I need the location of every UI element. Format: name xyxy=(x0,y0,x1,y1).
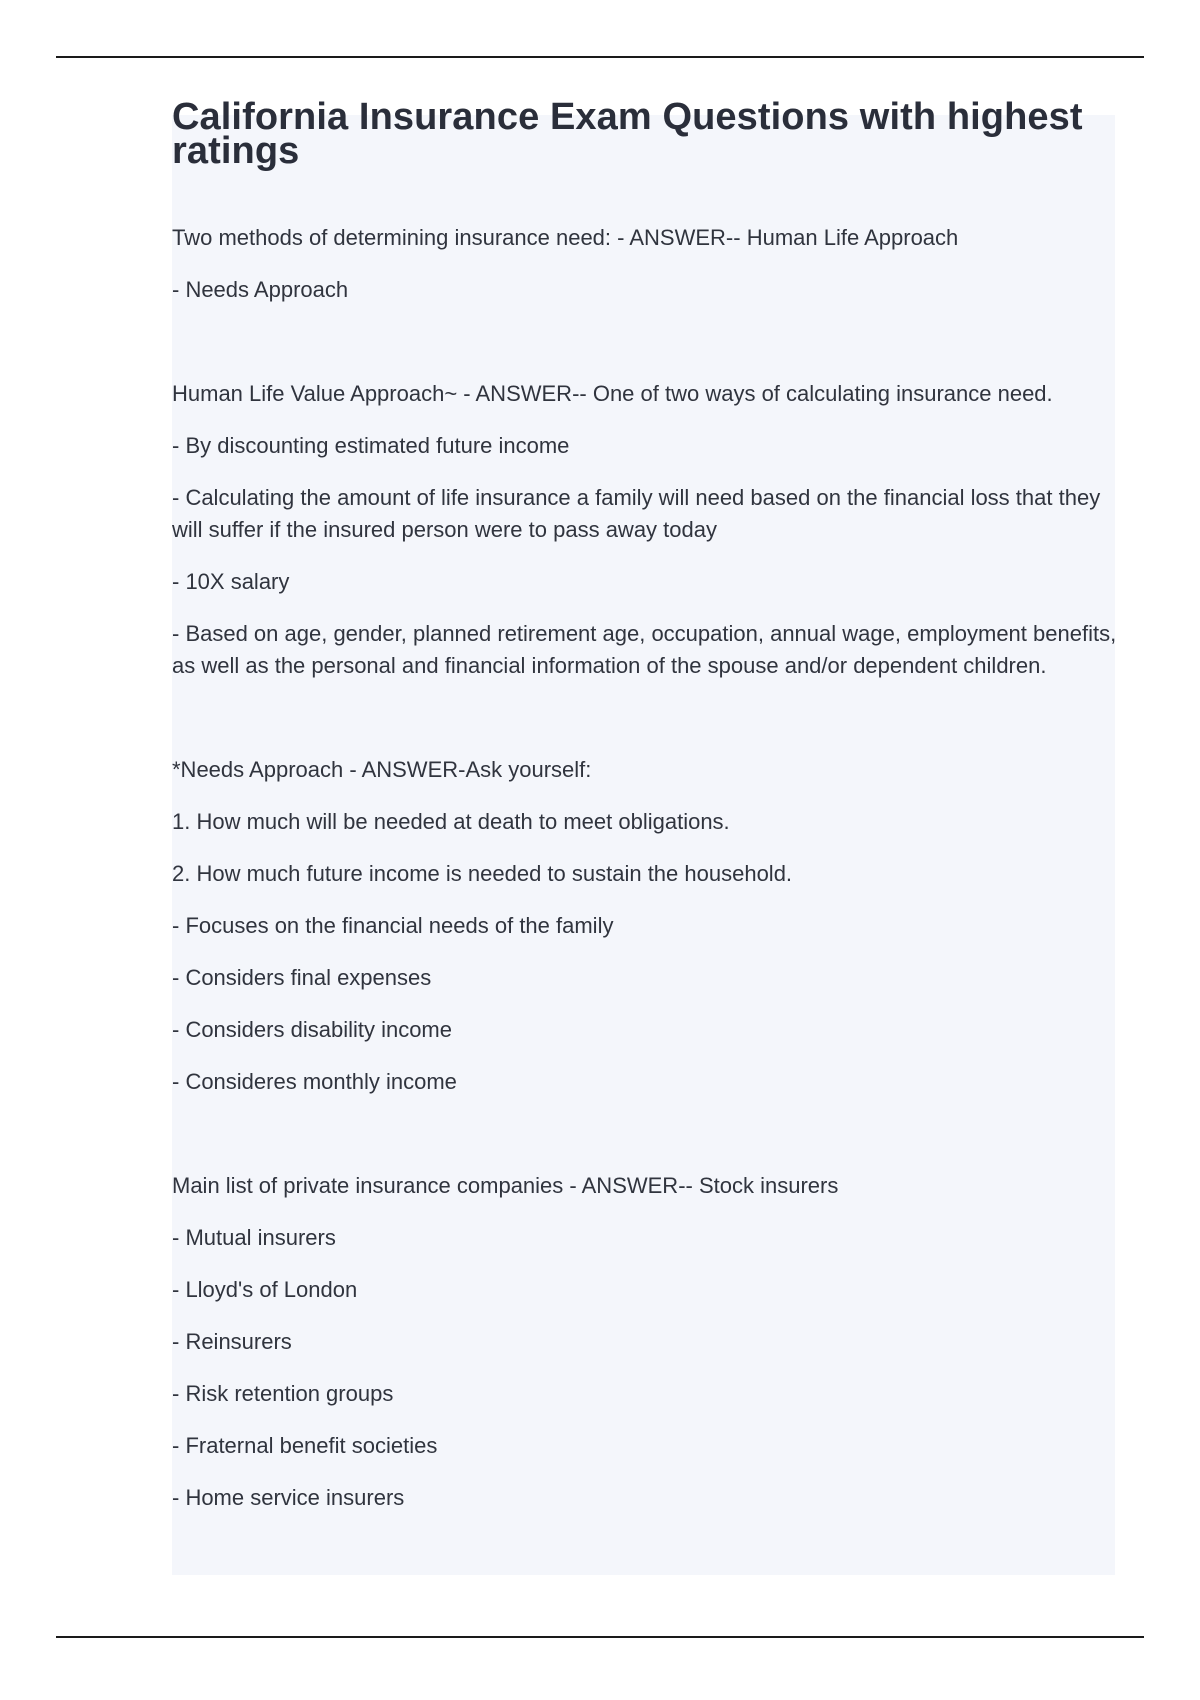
entry-line: Main list of private insurance companies - ANSWER-- Stock insurers xyxy=(172,1173,839,1198)
entry-line: - Lloyd's of London xyxy=(172,1277,358,1302)
entry-line: - Needs Approach xyxy=(172,277,349,302)
entry-line: 2. How much future income is needed to sustain the household. xyxy=(172,861,793,886)
document-body xyxy=(172,96,1117,1514)
entry-line: - 10X salary xyxy=(172,569,290,594)
bottom-rule xyxy=(56,1636,1144,1638)
entry-line: - Fraternal benefit societies xyxy=(172,1433,438,1458)
entry-line: - Based on age, gender, planned retirement age, occupation, annual wage, employment benefits, as well as the personal and financial information of the spouse and/or dependent children. xyxy=(172,621,1117,678)
entry-line: - Home service insurers xyxy=(172,1485,405,1510)
entry-line: - Considers disability income xyxy=(172,1017,452,1042)
entry-line: - Consideres monthly income xyxy=(172,1069,457,1094)
entry-line: *Needs Approach - ANSWER-Ask yourself: xyxy=(172,757,592,782)
qa-entry-1 xyxy=(172,222,1117,306)
qa-entry-4 xyxy=(172,1170,1117,1514)
entry-line: - By discounting estimated future income xyxy=(172,433,570,458)
entry-line: 1. How much will be needed at death to meet obligations. xyxy=(172,809,730,834)
entry-line: - Considers final expenses xyxy=(172,965,432,990)
entry-line: - Focuses on the financial needs of the family xyxy=(172,913,614,938)
entry-line: - Risk retention groups xyxy=(172,1381,394,1406)
top-rule xyxy=(56,56,1144,58)
document-title: California Insurance Exam Questions with highest ratings xyxy=(172,96,1083,172)
qa-entry-3 xyxy=(172,754,1117,1098)
entry-line: - Reinsurers xyxy=(172,1329,292,1354)
entry-line: Human Life Value Approach~ - ANSWER-- One of two ways of calculating insurance need. xyxy=(172,381,1053,406)
entry-line: - Calculating the amount of life insurance a family will need based on the financial loss that they will suffer if the insured person were to pass away today xyxy=(172,485,1101,542)
entry-line: - Mutual insurers xyxy=(172,1225,336,1250)
qa-entry-2 xyxy=(172,378,1117,682)
entry-line: Two methods of determining insurance need: - ANSWER-- Human Life Approach xyxy=(172,225,959,250)
